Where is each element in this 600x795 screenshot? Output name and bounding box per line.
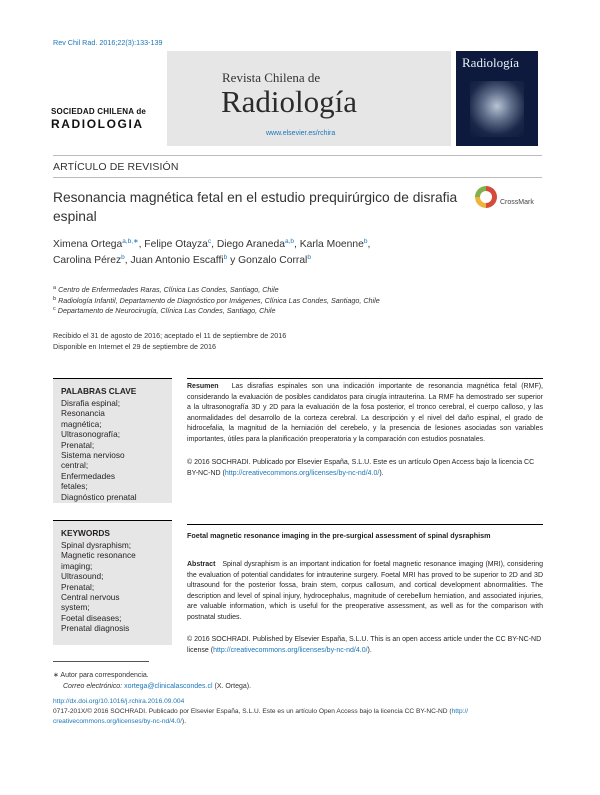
author-name: Felipe Otayza (144, 239, 208, 250)
english-title: Foetal magnetic resonance imaging in the pre-surgical assessment of spinal dysraphism (187, 531, 491, 540)
keywords-spanish-box (53, 378, 172, 503)
keyword-item: Disrafia espinal; (61, 398, 121, 408)
keyword-item: Ultrasonografía; (61, 429, 121, 440)
email-owner: (X. Ortega). (214, 682, 252, 690)
title-divider (53, 177, 542, 178)
keyword-item: Ultrasound; (61, 571, 104, 582)
crossmark-badge[interactable] (475, 186, 541, 210)
keyword-item: Prenatal diagnosis (61, 623, 130, 634)
keyword-item: magnética; (61, 418, 102, 429)
keyword-item: system; (61, 602, 90, 613)
keyword-item: Enfermedades (61, 470, 115, 481)
affiliation-item: $^b$ Radiología Infantil, Departamento de Diagnóstico por Imágenes, Clínica Las Condes, Santiago, Chile (53, 295, 380, 305)
keyword-item: Magnetic resonance (61, 550, 136, 561)
journal-url-link[interactable]: www.elsevier.es/rchira (266, 130, 336, 137)
resumen-paragraph (187, 382, 543, 445)
author-name: Juan Antonio Escaffi (130, 255, 224, 266)
keyword-item: Diagnóstico prenatal (61, 491, 137, 502)
author-name: Diego Araneda (216, 239, 285, 250)
abstract-label: Abstract (187, 561, 216, 568)
keyword-item: Central nervous (61, 592, 120, 603)
keyword-item: Resonancia (61, 408, 105, 419)
article-title: Resonancia magnética fetal en el estudio prequirúrgico de disrafia espinal (53, 190, 458, 224)
footnote (53, 671, 251, 692)
affiliation-item: $^a$ Centro de Enfermedades Raras, Clínica Las Condes, Santiago, Chile (53, 285, 279, 294)
keyword-item: Foetal diseases; (61, 612, 122, 623)
journal-name: Radiología (221, 84, 358, 119)
abstract-copyright: © 2016 SOCHRADI. Published by Elsevier España, S.L.U. This is an open access article under the CC BY-NC-ND license (http://creativecommons.org/licenses/by-nc-nd/4.0/). (187, 636, 542, 654)
keyword-item: Spinal dysraphism; (61, 540, 132, 550)
footer-license-link-cont[interactable]: creativecommons.org/licenses/by-nc-nd/4.0/ (53, 717, 182, 725)
issn-copyright: 0717-201X/© 2016 SOCHRADI. Publicado por Elsevier España, S.L.U. Este es un artículo Open Access bajo la licencia CC BY-NC-ND (http:// creativecommons.org/licenses/by-nc-nd/4.0/). (53, 707, 469, 725)
keywords-english-heading: KEYWORDS (53, 520, 172, 540)
keywords-english-box (53, 520, 172, 645)
author-name: Carolina Pérez (53, 255, 122, 266)
keyword-item: fetales; (61, 481, 88, 492)
author-name: Gonzalo Corral (238, 255, 308, 266)
keyword-item: central; (61, 460, 89, 471)
resumen-label: Resumen (187, 383, 219, 390)
affiliation-item: $^c$ Departamento de Neurocirugía, Clínica Las Condes, Santiago, Chile (53, 306, 276, 316)
email-label: Correo electrónico: (63, 682, 123, 690)
corresponding-author-note: ∗ Autor para correspondencia. (53, 672, 149, 679)
author-affiliation-ref[interactable]: a,b (284, 238, 294, 245)
abstract-text: Spinal dysraphism is an important indication for foetal magnetic resonance imaging (MRI), considering the evaluation of potential candidates for intrauterine surgery. Foetal MRI has proved to be superior to 2D and 3D ultrasound for the posterior fossa, brain stem, corpus callosum, and cortical development abnormalities. The description and level of spinal injury, hydrocephalus, magnitude of cerebellum herniation, and associated injuries, are valuable information, which is useful for the preoperative assessment, as well as for the comparison with postnatal studies. (187, 561, 543, 621)
footer-license-link[interactable]: http:// (451, 707, 469, 715)
online-date: Disponible en Internet el 29 de septiembre de 2016 (53, 341, 217, 351)
keyword-item: imaging; (61, 560, 93, 571)
society-logo-line2: RADIOLOGIA (51, 117, 144, 131)
affiliation-list (53, 285, 543, 317)
abstract-paragraph (187, 560, 543, 623)
author-affiliation-ref[interactable]: b (223, 254, 228, 261)
journal-name-small: Revista Chilena de (222, 70, 321, 85)
abstract-license-link[interactable]: http://creativecommons.org/licenses/by-nc-nd/4.0/ (213, 646, 368, 654)
article-footer (53, 697, 543, 726)
article-type: ARTÍCULO DE REVISIÓN (53, 161, 179, 173)
header-divider (53, 155, 542, 156)
author-list: Ximena Ortega$^{a,b,∗}$, Felipe Otayza$^c$, Diego Araneda$^{a,b}$, Karla Moenne$^b$, Carolina Pérez$^b$, Juan Antonio Escaffi$^b$ y Gonzalo Corral$^b$ (53, 238, 371, 266)
received-date: Recibido el 31 de agosto de 2016; aceptado el 11 de septiembre de 2016 (53, 331, 287, 340)
society-logo (51, 107, 159, 131)
journal-cover-thumbnail (456, 51, 538, 146)
resumen-copyright: © 2016 SOCHRADI. Publicado por Elsevier España, S.L.U. Este es un artículo Open Access bajo la licencia CC BY-NC-ND (http://creativecommons.org/licenses/by-nc-nd/4.0/). (187, 459, 535, 477)
author-affiliation-ref[interactable]: c (207, 238, 212, 245)
cover-title: Radiología (462, 55, 520, 70)
footnote-divider (53, 661, 149, 662)
resumen-top-rule (187, 378, 543, 379)
author-name: Ximena Ortega (53, 239, 123, 250)
author-affiliation-ref[interactable]: b (121, 254, 125, 261)
doi-link[interactable]: http://dx.doi.org/10.1016/j.rchira.2016.09.004 (53, 698, 185, 705)
author-affiliation-ref[interactable]: b (307, 254, 311, 261)
author-affiliation-ref[interactable]: b (363, 238, 368, 245)
resumen-license-link[interactable]: http://creativecommons.org/licenses/by-nc-nd/4.0/ (224, 469, 380, 477)
resumen-text: Las disrafias espinales son una indicación importante de resonancia magnética fetal (RMF), considerando la evaluación de posibles candidatos para cirugía intrauterina. La RMF ha demostrado ser superior a la ultrasonografía 3D y 2D para la evaluación de la fosa posterior, el tronco cerebral, el cuerpo calloso, y las anormalidades del desarrollo de la corteza cerebral. La descripción y el nivel del daño espinal, el grado de hidrocefalia, la magnitud de la herniación del cerebelo, y la presencia de lesiones asociadas son variables importantes, útiles para la planificación preoperatoria y la comparación con estudios posnatales. (187, 383, 543, 443)
society-logo-line1: SOCIEDAD CHILENA de (51, 107, 147, 116)
cover-image (470, 81, 524, 137)
author-name: Karla Moenne (299, 239, 364, 250)
crossmark-label: CrossMark (500, 199, 534, 206)
author-affiliation-ref[interactable]: a,b,∗ (122, 238, 139, 245)
keyword-item: Prenatal; (61, 439, 95, 450)
keywords-spanish-heading: PALABRAS CLAVE (53, 378, 172, 398)
keyword-item: Sistema nervioso (61, 450, 125, 461)
keyword-item: Prenatal; (61, 581, 95, 592)
abstract-top-rule (187, 524, 543, 525)
journal-citation[interactable]: Rev Chil Rad. 2016;22(3):133-139 (53, 38, 163, 47)
email-link[interactable]: xortega@clinicalascondes.cl (124, 682, 213, 690)
article-dates (53, 331, 286, 352)
